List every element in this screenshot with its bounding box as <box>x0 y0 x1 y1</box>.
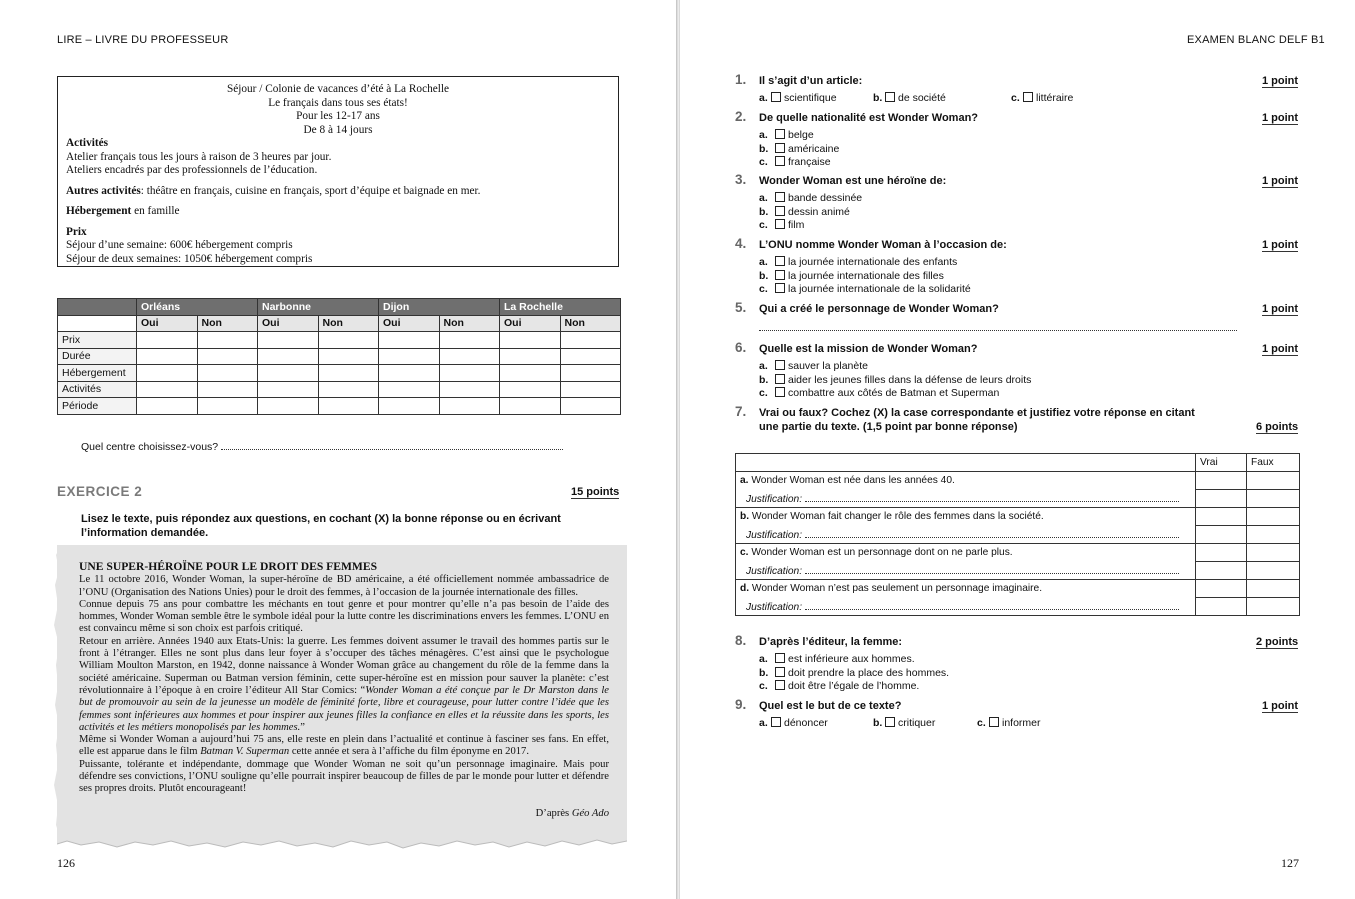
statement-row <box>736 508 1300 526</box>
answer-cell[interactable] <box>379 398 440 415</box>
checkbox[interactable] <box>775 129 785 139</box>
city-header: Narbonne <box>258 299 379 316</box>
answer-option[interactable] <box>759 129 814 141</box>
vrai-cell[interactable] <box>1196 526 1247 544</box>
ad-activities-heading: Activités <box>66 137 109 149</box>
article-paragraph: Puissante, tolérante et indépendante, dommage que Wonder Woman ne soit qu’un personnage imaginaire. Mais pour défendre ses convictions, l’ONU souligne qu’elle pourrait inspirer beaucoup de filles de par le monde pour lutter et défendre ses propres droits. Plutôt encourageant! <box>79 758 609 795</box>
option-letter: b. <box>759 269 769 282</box>
option-letter: c. <box>759 156 768 168</box>
statement: d. Wonder Woman n’est pas seulement un personnage imaginaire. <box>736 580 1196 598</box>
exercise-instructions: Lisez le texte, puis répondez aux questions, en cochant (X) la bonne réponse ou en écrivant l’information demandée. <box>81 513 561 539</box>
justification-row <box>736 598 1300 616</box>
option-letter: a. <box>759 256 768 268</box>
question-points: 2 points <box>1256 636 1299 648</box>
non-header: Non <box>439 315 500 332</box>
answer-cell[interactable] <box>560 398 621 415</box>
answer-option[interactable] <box>873 92 946 104</box>
row-label: Durée <box>58 348 137 365</box>
exercise-title: EXERCICE 2 <box>57 484 143 499</box>
question-number: 8. <box>735 633 747 648</box>
row-label: Prix <box>58 332 137 349</box>
article-paragraph: Connue depuis 75 ans pour combattre les méchants en tout genre et pour montrer qu’elle n’a pas besoin de l’aide des hommes, Wonder Woman semble être le symbole idéal pour la lutte contre les discriminations envers les femmes. L’ONU en est convaincu même si son choix est parfois critiqué. <box>79 598 609 635</box>
justification-row <box>736 526 1300 544</box>
torn-edge-bottom <box>57 835 627 851</box>
answer-cell[interactable] <box>379 381 440 398</box>
answer-cell[interactable] <box>318 365 379 382</box>
answer-option[interactable] <box>759 680 919 692</box>
row-label: Période <box>58 398 137 415</box>
answer-option[interactable] <box>873 717 935 729</box>
statement: c. Wonder Woman est un personnage dont on ne parle plus. <box>736 544 1196 562</box>
option-text: française <box>788 156 831 168</box>
checkbox[interactable] <box>989 717 999 727</box>
ad-price-heading: Prix <box>66 225 87 238</box>
faux-cell[interactable] <box>1247 526 1300 544</box>
option-letter: c. <box>759 219 768 231</box>
question-points: 1 point <box>1262 343 1299 355</box>
checkbox[interactable] <box>775 680 785 690</box>
checkbox[interactable] <box>775 387 785 397</box>
answer-option[interactable] <box>977 717 1041 729</box>
option-letter: a. <box>759 717 768 729</box>
answer-option[interactable] <box>759 92 837 104</box>
article-paragraph: Le 11 octobre 2016, Wonder Woman, la super-héroïne de BD américaine, a été officiellement nommée ambassadrice de l’ONU (Organisation des Nations Unies) pour le droit des femmes, à l’occasion de la journée internationale des filles. <box>79 574 609 598</box>
answer-cell[interactable] <box>379 365 440 382</box>
question-number: 3. <box>735 172 747 187</box>
checkbox[interactable] <box>885 717 895 727</box>
option-text: scientifique <box>784 92 837 104</box>
vrai-cell[interactable] <box>1196 544 1247 562</box>
question-text: Quelle est la mission de Wonder Woman? <box>759 343 978 355</box>
question-text: Quel est le but de ce texte? <box>759 700 902 712</box>
option-text: combattre aux côtés de Batman et Superman <box>788 387 1000 399</box>
answer-cell[interactable] <box>500 365 561 382</box>
option-letter: c. <box>759 680 768 692</box>
question-text: Vrai ou faux? Cochez (X) la case correspondante et justifiez votre réponse en citant <box>759 407 1195 419</box>
question-text-cont: une partie du texte. (1,5 point par bonne réponse) <box>759 421 1018 433</box>
non-header: Non <box>318 315 379 332</box>
table-row <box>58 332 621 349</box>
answer-option[interactable] <box>759 360 868 372</box>
option-letter: a. <box>759 653 768 665</box>
option-text: la journée internationale des enfants <box>788 256 958 268</box>
answer-option[interactable] <box>759 374 1031 386</box>
option-text: critiquer <box>898 717 936 729</box>
question-text: Qui a créé le personnage de Wonder Woman? <box>759 303 999 315</box>
faux-cell[interactable] <box>1247 472 1300 490</box>
faux-header: Faux <box>1247 454 1300 472</box>
left-page <box>0 0 676 899</box>
option-letter: b. <box>873 717 883 729</box>
table-row <box>58 348 621 365</box>
option-letter: b. <box>759 142 769 155</box>
justification-field[interactable]: Justification: <box>736 490 1196 508</box>
page-number-right: 127 <box>1281 856 1299 870</box>
checkbox[interactable] <box>775 374 785 384</box>
option-text: informer <box>1002 717 1041 729</box>
justification-row <box>736 490 1300 508</box>
true-false-table <box>735 453 1300 616</box>
option-letter: b. <box>759 666 769 679</box>
faux-cell[interactable] <box>1247 580 1300 598</box>
question-number: 4. <box>735 236 747 251</box>
answer-cell[interactable] <box>379 348 440 365</box>
vrai-cell[interactable] <box>1196 580 1247 598</box>
question-text: L’ONU nomme Wonder Woman à l’occasion de: <box>759 239 1007 251</box>
option-text: américaine <box>788 142 840 155</box>
answer-cell[interactable] <box>439 398 500 415</box>
answer-option[interactable] <box>759 219 804 231</box>
ad-title-line: De 8 à 14 jours <box>303 123 373 136</box>
oui-header: Oui <box>379 315 440 332</box>
answer-option[interactable] <box>759 192 862 204</box>
checkbox[interactable] <box>775 143 785 153</box>
statement-row <box>736 472 1300 490</box>
answer-cell[interactable] <box>258 332 319 349</box>
choose-question: Quel centre choisissez-vous? <box>81 440 563 453</box>
option-text: bande dessinée <box>788 192 863 204</box>
option-letter: c. <box>1011 92 1020 104</box>
checkbox[interactable] <box>885 92 895 102</box>
city-header: Orléans <box>137 299 258 316</box>
answer-line[interactable] <box>759 330 1237 331</box>
non-header: Non <box>560 315 621 332</box>
answer-cell[interactable] <box>439 348 500 365</box>
oui-header: Oui <box>500 315 561 332</box>
question-number: 7. <box>735 404 747 419</box>
question-number: 9. <box>735 697 747 712</box>
answer-option[interactable] <box>759 283 971 295</box>
answer-cell[interactable] <box>137 398 198 415</box>
answer-cell[interactable] <box>137 348 198 365</box>
ad-lodging: Hébergement en famille <box>66 205 180 217</box>
question-number: 5. <box>735 300 747 315</box>
statement: b. Wonder Woman fait changer le rôle des femmes dans la société. <box>736 508 1196 526</box>
ad-price-line: Séjour d’une semaine: 600€ hébergement compris <box>66 239 293 251</box>
answer-cell[interactable] <box>137 365 198 382</box>
ad-title-line: Le français dans tous ses états! <box>268 96 408 109</box>
question-number: 2. <box>735 109 747 124</box>
faux-cell[interactable] <box>1247 544 1300 562</box>
option-text: doit prendre la place des hommes. <box>788 666 950 679</box>
option-text: littéraire <box>1036 92 1074 104</box>
question-points: 1 point <box>1262 112 1299 124</box>
question-number: 1. <box>735 72 747 87</box>
answer-cell[interactable] <box>560 348 621 365</box>
answer-cell[interactable] <box>500 398 561 415</box>
checkbox[interactable] <box>771 92 781 102</box>
option-letter: c. <box>759 283 768 295</box>
checkbox[interactable] <box>771 717 781 727</box>
answer-option[interactable] <box>759 270 944 282</box>
answer-option[interactable] <box>759 256 957 268</box>
answer-option[interactable] <box>759 653 915 665</box>
option-text: doit être l’égale de l’homme. <box>788 680 920 692</box>
oui-header: Oui <box>137 315 198 332</box>
answer-cell[interactable] <box>439 381 500 398</box>
answer-option[interactable] <box>759 387 999 399</box>
book-spine <box>676 0 680 899</box>
page-header-left: LIRE – LIVRE DU PROFESSEUR <box>57 34 229 46</box>
faux-cell[interactable] <box>1247 490 1300 508</box>
checkbox[interactable] <box>775 270 785 280</box>
vrai-cell[interactable] <box>1196 472 1247 490</box>
ad-other-activities: Autres activités: théâtre en français, cuisine en français, sport d’équipe et baignade en mer. <box>66 184 481 197</box>
vrai-cell[interactable] <box>1196 562 1247 580</box>
checkbox[interactable] <box>775 206 785 216</box>
statement-row <box>736 580 1300 598</box>
ad-title-line: Séjour / Colonie de vacances d’été à La Rochelle <box>226 83 450 95</box>
ad-box <box>57 76 619 267</box>
checkbox[interactable] <box>775 192 785 202</box>
option-text: sauver la planète <box>788 360 868 372</box>
option-letter: c. <box>977 717 986 729</box>
option-text: de société <box>898 92 946 104</box>
answer-cell[interactable] <box>318 381 379 398</box>
ad-activity-line: Atelier français tous les jours à raison de 3 heures par jour. <box>66 150 332 163</box>
answer-line[interactable] <box>221 440 563 450</box>
comparison-table <box>57 298 621 415</box>
question-points: 6 points <box>1256 421 1299 433</box>
justification-field[interactable]: Justification: <box>736 598 1196 616</box>
answer-cell[interactable] <box>439 365 500 382</box>
vrai-header: Vrai <box>1196 454 1247 472</box>
question-text: De quelle nationalité est Wonder Woman? <box>759 112 979 124</box>
question-text: D’après l’éditeur, la femme: <box>759 636 903 648</box>
article-paragraph: Même si Wonder Woman a aujourd’hui 75 ans, elle reste en plein dans l’actualité et continue à fasciner ses fans. En effet, elle est apparue dans le film Batman V. Superman cette année et sera à l’affiche du film éponyme en 2017. <box>79 734 609 758</box>
answer-cell[interactable] <box>318 332 379 349</box>
exercise-points: 15 points <box>571 486 620 498</box>
checkbox[interactable] <box>775 256 785 266</box>
page-number-left: 126 <box>57 856 75 870</box>
answer-option[interactable] <box>1011 92 1073 104</box>
table-row <box>58 381 621 398</box>
answer-cell[interactable] <box>258 398 319 415</box>
option-letter: a. <box>759 192 768 204</box>
article-title: UNE SUPER-HÉROÏNE POUR LE DROIT DES FEMMES <box>79 560 378 573</box>
ad-price-line: Séjour de deux semaines: 1050€ hébergement compris <box>66 252 313 265</box>
answer-cell[interactable] <box>197 398 258 415</box>
city-header: La Rochelle <box>500 299 621 316</box>
answer-option[interactable] <box>759 156 831 168</box>
checkbox[interactable] <box>775 360 785 370</box>
answer-option[interactable] <box>759 206 850 218</box>
answer-cell[interactable] <box>197 381 258 398</box>
option-letter: b. <box>759 205 769 218</box>
faux-cell[interactable] <box>1247 562 1300 580</box>
option-letter: b. <box>873 92 883 104</box>
statement: a. Wonder Woman est née dans les années 40. <box>736 472 1196 490</box>
answer-cell[interactable] <box>500 348 561 365</box>
ad-activity-line: Ateliers encadrés par des professionnels de l’éducation. <box>66 164 318 176</box>
justification-field[interactable]: Justification: <box>736 562 1196 580</box>
article-source: D’après Géo Ado <box>535 807 609 819</box>
answer-cell[interactable] <box>500 381 561 398</box>
faux-cell[interactable] <box>1247 508 1300 526</box>
option-letter: a. <box>759 360 768 372</box>
option-text: dénoncer <box>784 717 828 729</box>
checkbox[interactable] <box>1023 92 1033 102</box>
justification-field[interactable]: Justification: <box>736 526 1196 544</box>
answer-option[interactable] <box>759 717 828 729</box>
answer-cell[interactable] <box>318 398 379 415</box>
oui-header: Oui <box>258 315 319 332</box>
answer-cell[interactable] <box>500 332 561 349</box>
question-points: 1 point <box>1262 239 1299 251</box>
row-label: Hébergement <box>58 365 137 382</box>
answer-cell[interactable] <box>197 332 258 349</box>
checkbox[interactable] <box>775 156 785 166</box>
answer-cell[interactable] <box>137 332 198 349</box>
option-letter: c. <box>759 387 768 399</box>
option-letter: a. <box>759 129 768 141</box>
answer-option[interactable] <box>759 143 839 155</box>
question-text: Wonder Woman est une héroïne de: <box>759 175 947 187</box>
checkbox[interactable] <box>775 219 785 229</box>
table-row <box>58 365 621 382</box>
checkbox[interactable] <box>775 653 785 663</box>
answer-cell[interactable] <box>379 332 440 349</box>
option-letter: a. <box>759 92 768 104</box>
answer-cell[interactable] <box>560 365 621 382</box>
question-points: 1 point <box>1262 175 1299 187</box>
city-header: Dijon <box>379 299 500 316</box>
answer-cell[interactable] <box>258 348 319 365</box>
statement-row <box>736 544 1300 562</box>
question-points: 1 point <box>1262 303 1299 315</box>
answer-cell[interactable] <box>318 348 379 365</box>
option-text: est inférieure aux hommes. <box>788 653 915 665</box>
answer-option[interactable] <box>759 667 949 679</box>
article <box>57 545 627 837</box>
answer-cell[interactable] <box>258 365 319 382</box>
answer-cell[interactable] <box>258 381 319 398</box>
option-text: aider les jeunes filles dans la défense de leurs droits <box>788 373 1032 386</box>
faux-cell[interactable] <box>1247 598 1300 616</box>
answer-cell[interactable] <box>197 365 258 382</box>
option-text: dessin animé <box>788 205 850 218</box>
vrai-cell[interactable] <box>1196 490 1247 508</box>
vrai-cell[interactable] <box>1196 508 1247 526</box>
answer-cell[interactable] <box>439 332 500 349</box>
answer-cell[interactable] <box>560 332 621 349</box>
table-row <box>58 398 621 415</box>
article-paragraph: Retour en arrière. Années 1940 aux Etats-Unis: la guerre. Les femmes doivent assumer le travail des hommes partis sur le front à l’étranger. Elles ne sont plus dans leur foyer à s’occuper des tâches ménagères. C’est ainsi que le psychologue William Moulton Marston, en 1942, donne naissance à Wonder Woman grâce au changement du rôle de la femme dans la société américaine. Superman ou Batman version féminin, cette super-héroïne est en mission pour sauver la planète: c’est révolutionnaire à l’époque à en croire l’éditeur All Star Comics: “Wonder Woman a été conçue par le Dr Marston dans le but de promouvoir au sein de la jeunesse un modèle de féminité forte, libre et courageuse, pour lutter contre l’idée que les femmes sont inférieures aux hommes et pour inspirer aux jeunes filles la confiance en elles et la réussite dans les sports, les activités et les métiers monopolisés par les hommes.” <box>79 635 609 733</box>
option-text: belge <box>788 129 814 141</box>
option-text: la journée internationale de la solidarité <box>788 283 971 295</box>
checkbox[interactable] <box>775 283 785 293</box>
vrai-cell[interactable] <box>1196 598 1247 616</box>
option-letter: b. <box>759 373 769 386</box>
page-header-right: EXAMEN BLANC DELF B1 <box>1187 34 1325 46</box>
question-text: Il s’agit d’un article: <box>759 75 863 87</box>
ad-title-line: Pour les 12-17 ans <box>296 110 380 122</box>
option-text: la journée internationale des filles <box>788 269 944 282</box>
checkbox[interactable] <box>775 667 785 677</box>
option-text: film <box>788 219 805 231</box>
question-points: 1 point <box>1262 75 1299 87</box>
answer-cell[interactable] <box>137 381 198 398</box>
question-points: 1 point <box>1262 700 1299 712</box>
question-number: 6. <box>735 340 747 355</box>
row-label: Activités <box>58 381 137 398</box>
justification-row <box>736 562 1300 580</box>
answer-cell[interactable] <box>560 381 621 398</box>
answer-cell[interactable] <box>197 348 258 365</box>
non-header: Non <box>197 315 258 332</box>
